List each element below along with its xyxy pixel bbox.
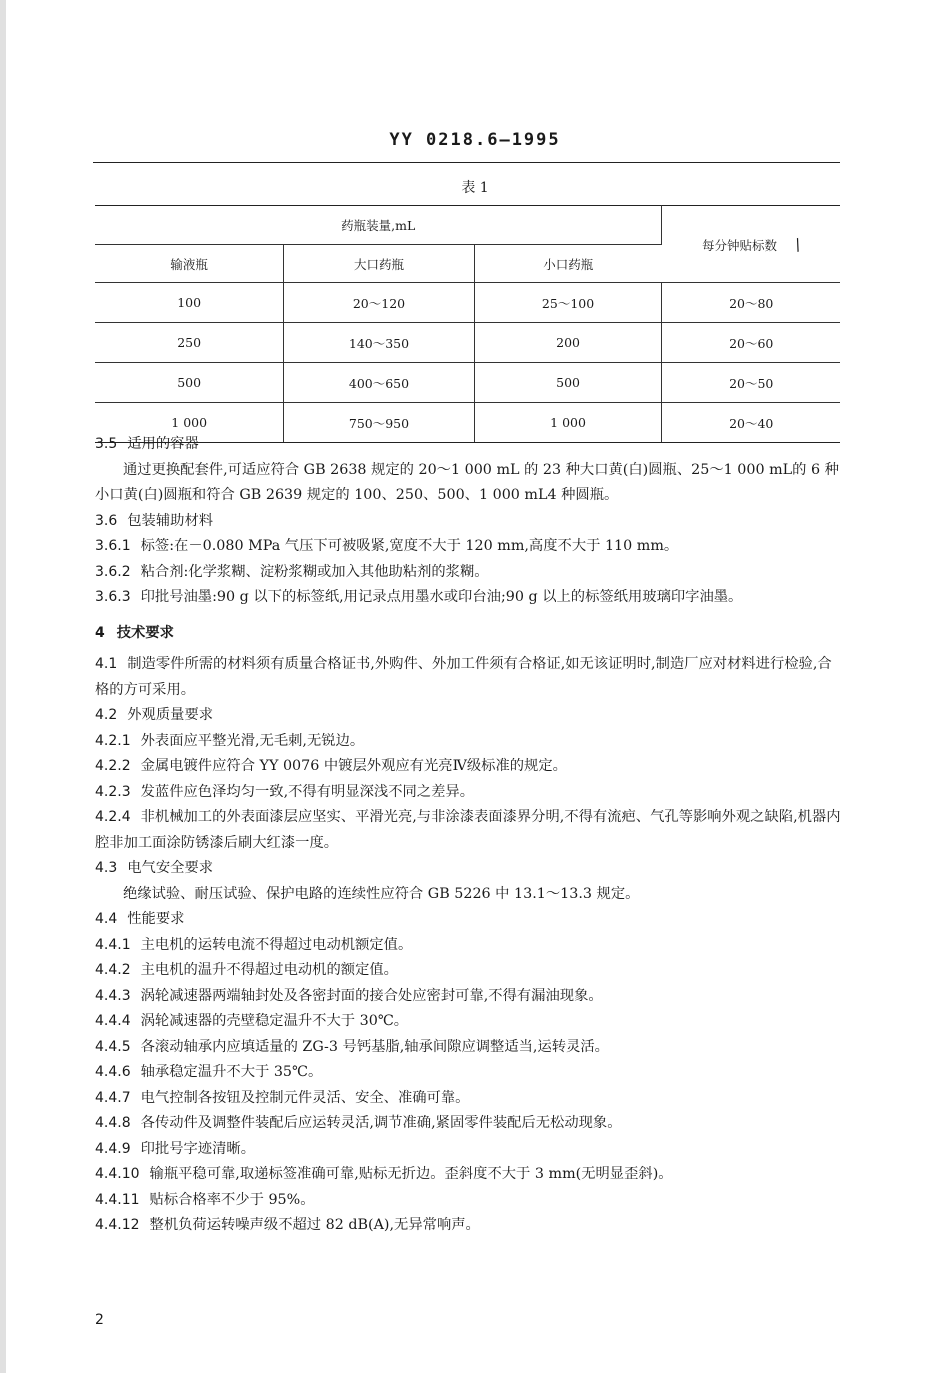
clause-text: 金属电镀件应符合 YY 0076 中镀层外观应有光亮Ⅳ级标准的规定。: [140, 758, 567, 774]
section-heading: [95, 432, 845, 458]
table-cell: 1 000: [95, 403, 284, 443]
table-cell: 20～120: [284, 283, 474, 323]
clause-text: 贴标合格率不少于 95%。: [149, 1191, 315, 1208]
section-heading: [95, 509, 845, 535]
clause-number: 4.4.11: [95, 1191, 140, 1208]
clause-number: 4.4.4: [95, 1013, 131, 1029]
clause-text: 印批号字迹清晰。: [140, 1140, 255, 1157]
table-caption: 表 1: [461, 180, 489, 196]
group-header: 药瓶装量,mL: [95, 206, 662, 245]
table-cell: 20～80: [662, 283, 840, 323]
chapter-heading: [95, 621, 845, 647]
paragraph: 绝缘试验、耐压试验、保护电路的连续性应符合 GB 5226 中 13.1～13.3 规定。: [123, 885, 640, 902]
clause: [95, 534, 845, 560]
clause-text: 涡轮减速器两端轴封处及各密封面的接合处应密封可靠,不得有漏油现象。: [140, 987, 603, 1004]
table-cell: 200: [474, 323, 662, 363]
clause: [95, 652, 845, 703]
table-row: [95, 323, 840, 363]
clause-text: 标签:在－0.080 MPa 气压下可被吸紧,宽度不大于 120 mm,高度不大于 110 mm。: [140, 538, 679, 554]
section-heading: [95, 703, 845, 729]
clause: [95, 1086, 845, 1112]
standard-number: YY 0218.6—1995: [389, 130, 561, 150]
clause: [95, 729, 845, 755]
section-title: 性能要求: [127, 911, 185, 927]
clause: [95, 1188, 845, 1214]
table-cell: 20～50: [662, 363, 840, 403]
clause: [95, 984, 845, 1010]
clause: [95, 1009, 845, 1035]
clause-number: 4.4.10: [95, 1166, 140, 1182]
clause-text: 电气控制各按钮及控制元件灵活、安全、准确可靠。: [140, 1089, 470, 1106]
chapter-number: 4: [95, 624, 105, 641]
clause-number: 4.4.9: [95, 1140, 131, 1157]
clause-number: 4.4.7: [95, 1089, 131, 1106]
table-cell: 500: [95, 363, 284, 403]
document-body: [95, 432, 845, 1239]
spec-table: [95, 205, 840, 443]
table-cell: 1 000: [474, 403, 662, 443]
clause: [95, 780, 845, 806]
clause-text: 制造零件所需的材料须有质量合格证书,外购件、外加工件须有合格证,如无该证明时,制造厂应对材料进行检验,合格的方可采用。: [95, 656, 832, 698]
table-cell: 25～100: [474, 283, 662, 323]
section-title: 包装辅助材料: [127, 512, 214, 529]
table-cell: 140～350: [284, 323, 474, 363]
clause-text: 轴承稳定温升不大于 35℃。: [140, 1064, 323, 1080]
section-number: 3.5: [95, 436, 118, 452]
table-cell: 20～40: [662, 403, 840, 443]
clause-text: 非机械加工的外表面漆层应坚实、平滑光亮,与非涂漆表面漆界分明,不得有流疤、气孔等影响外观之缺陷,机器内腔非加工面涂防锈漆后刷大红漆一度。: [95, 809, 841, 851]
clause-text: 涡轮减速器的壳壁稳定温升不大于 30℃。: [140, 1013, 409, 1029]
column-header: 大口药瓶: [284, 245, 474, 283]
clause: [95, 585, 845, 611]
clause-text: 发蓝件应色泽均匀一致,不得有明显深浅不同之差异。: [140, 783, 474, 800]
table-row: [95, 283, 840, 323]
section-title: 电气安全要求: [127, 860, 214, 876]
header-rule: [93, 162, 840, 163]
clause-text: 主电机的运转电流不得超过电动机额定值。: [140, 936, 413, 953]
clause: [95, 933, 845, 959]
clause-number: 4.1: [95, 656, 118, 672]
clause-text: 粘合剂:化学浆糊、淀粉浆糊或加入其他助粘剂的浆糊。: [140, 563, 489, 580]
section-number: 4.4: [95, 911, 118, 927]
clause-text: 各传动件及调整件装配后应运转灵活,调节准确,紧固零件装配后无松动现象。: [140, 1115, 622, 1131]
clause-number: 4.4.8: [95, 1115, 131, 1131]
section-title: 外观质量要求: [127, 707, 214, 723]
table-cell: 250: [95, 323, 284, 363]
page-number: 2: [95, 1312, 104, 1328]
section-number: 4.2: [95, 707, 118, 723]
clause-text: 输瓶平稳可靠,取递标签准确可靠,贴标无折边。歪斜度不大于 3 mm(无明显歪斜)。: [149, 1166, 673, 1182]
scan-edge: [0, 0, 6, 1373]
clause-number: 4.2.1: [95, 732, 131, 749]
clause: [95, 1111, 845, 1137]
clause-number: 4.4.3: [95, 987, 131, 1004]
clause: [95, 1213, 845, 1239]
clause-number: 4.2.2: [95, 758, 131, 774]
table-cell: 100: [95, 283, 284, 323]
clause: [95, 958, 845, 984]
clause-number: 4.2.4: [95, 809, 131, 825]
clause-text: 整机负荷运转噪声级不超过 82 dB(A),无异常响声。: [149, 1217, 480, 1233]
clause: [95, 1035, 845, 1061]
clause: [95, 1162, 845, 1188]
clause-text: 外表面应平整光滑,无毛刺,无锐边。: [140, 732, 365, 749]
clause: [95, 754, 845, 780]
column-header: 输液瓶: [95, 245, 284, 283]
clause-text: 主电机的温升不得超过电动机的额定值。: [140, 962, 398, 978]
section-number: 4.3: [95, 860, 118, 876]
clause: [95, 1060, 845, 1086]
table-cell: 20～60: [662, 323, 840, 363]
table-cell: 500: [474, 363, 662, 403]
rate-header: [662, 206, 840, 283]
clause: [95, 1137, 845, 1163]
clause-number: 4.4.6: [95, 1064, 131, 1080]
clause-number: 4.2.3: [95, 783, 131, 800]
clause-number: 3.6.1: [95, 538, 131, 554]
table-header-row: [95, 206, 840, 245]
chapter-title: 技术要求: [116, 624, 174, 641]
clause-number: 3.6.2: [95, 563, 131, 580]
paragraph: 通过更换配套件,可适应符合 GB 2638 规定的 20～1 000 mL 的 23 种大口黄(白)圆瓶、25～1 000 mL的 6 种小口黄(白)圆瓶和符合 GB 2639 规定的 100、250、500、1 000 mL4 种圆瓶。: [95, 461, 839, 503]
section-heading: [95, 907, 845, 933]
section-number: 3.6: [95, 512, 118, 529]
table-cell: 400～650: [284, 363, 474, 403]
clause-number: 4.4.1: [95, 936, 131, 953]
clause-number: 4.4.5: [95, 1038, 131, 1055]
section-heading: [95, 856, 845, 882]
clause-text: 各滚动轴承内应填适量的 ZG-3 号钙基脂,轴承间隙应调整适当,运转灵活。: [140, 1038, 609, 1055]
clause-number: 4.4.12: [95, 1217, 140, 1233]
clause-number: 3.6.3: [95, 589, 131, 605]
clause: [95, 560, 845, 586]
table-cell: 750～950: [284, 403, 474, 443]
table-row: [95, 363, 840, 403]
clause-number: 4.4.2: [95, 962, 131, 978]
clause-text: 印批号油墨:90 g 以下的标签纸,用记录点用墨水或印台油;90 g 以上的标签纸用玻璃印字油墨。: [140, 589, 743, 605]
handwritten-mark: /: [791, 234, 804, 254]
column-header: 小口药瓶: [474, 245, 662, 283]
rate-header-label: 每分钟贴标数: [702, 237, 778, 253]
section-title: 适用的容器: [127, 436, 199, 452]
clause: [95, 805, 845, 856]
